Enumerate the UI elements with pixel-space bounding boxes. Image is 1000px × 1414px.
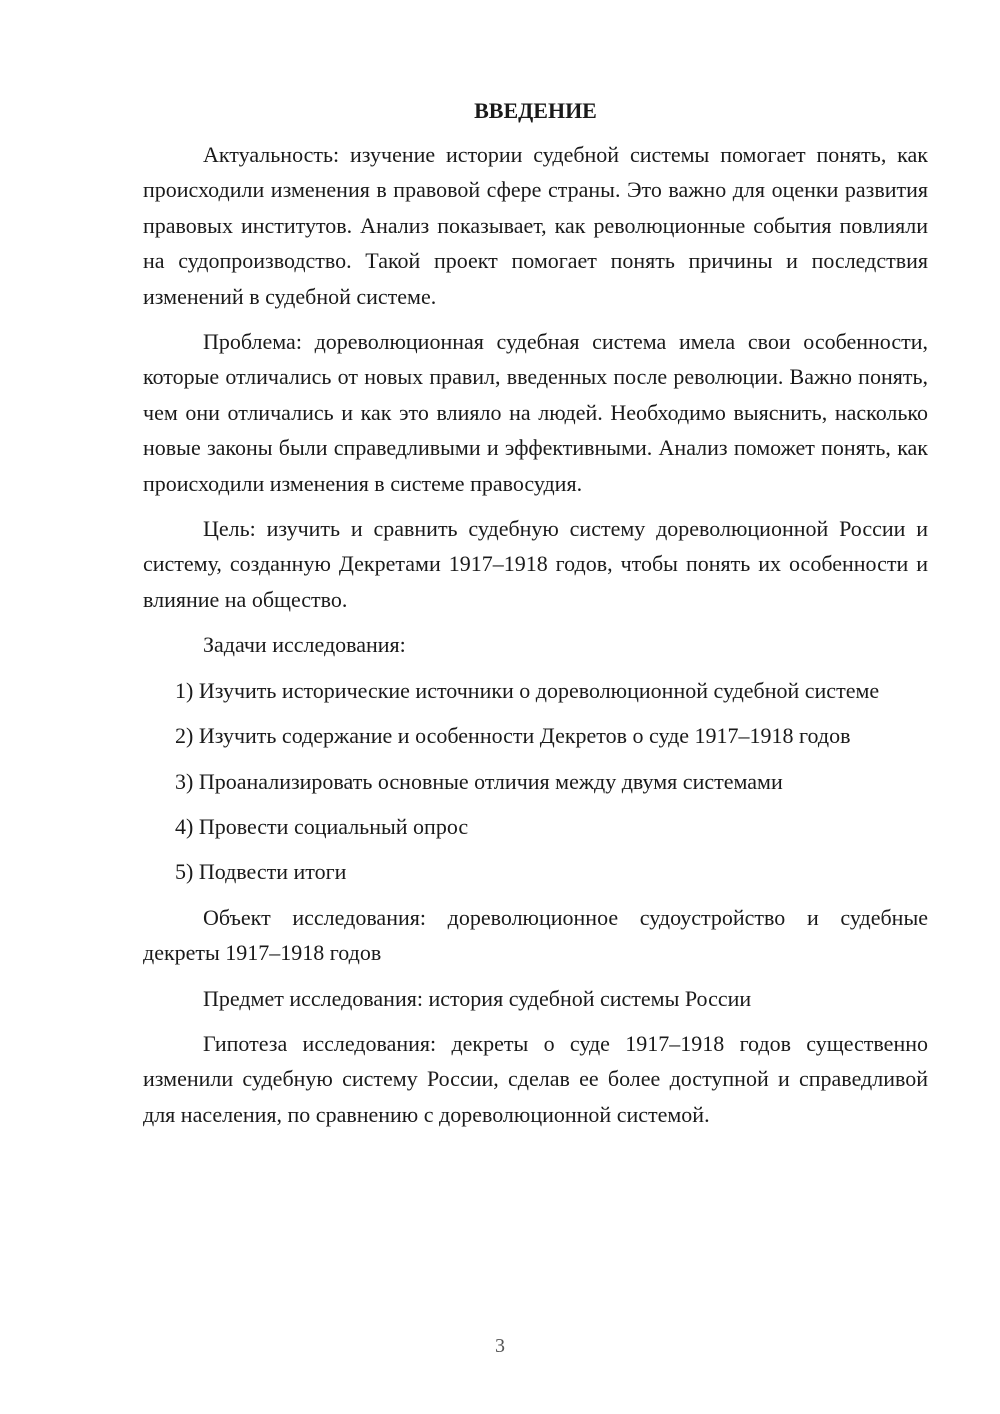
task-item-3: 3) Проанализировать основные отличия между двумя системами [175,768,783,794]
page-number: 3 [495,1335,505,1357]
task-item-2: 2) Изучить содержание и особенности Декретов о суде 1917–1918 годов [175,723,851,749]
task-item-5: 5) Подвести итоги [175,859,347,885]
document-page [143,93,928,1142]
goal-paragraph: Цель: изучить и сравнить судебную систему дореволюционной России и систему, созданную Декретами 1917–1918 годов, чтобы понять их особенности и влияние на общество. [143,516,928,612]
problem-paragraph: Проблема: дореволюционная судебная система имела свои особенности, которые отличались от новых правил, введенных после революции. Важно понять, чем они отличались и как это влияло на людей. Необходимо выяснить, насколько новые законы были справедливыми и эффективными. Анализ поможет понять, как происходили изменения в системе правосудия. [143,329,928,496]
relevance-paragraph: Актуальность: изучение истории судебной системы помогает понять, как происходили изменения в правовой сфере страны. Это важно для оценки развития правовых институтов. Анализ показывает, как революционные события повлияли на судопроизводство. Такой проект помогает понять причины и последствия изменений в судебной системе. [143,142,928,309]
hypothesis-paragraph: Гипотеза исследования: декреты о суде 1917–1918 годов существенно изменили судебную систему России, сделав ее более доступной и справедливой для населения, по сравнению с дореволюционной системой. [143,1030,928,1127]
tasks-heading: Задачи исследования: [203,632,406,658]
subject-paragraph: Предмет исследования: история судебной системы России [203,985,752,1011]
object-paragraph: Объект исследования: дореволюционное судоустройство и судебные декреты 1917–1918 годов [143,904,928,966]
task-item-4: 4) Провести социальный опрос [175,813,469,839]
task-item-1: 1) Изучить исторические источники о дореволюционной судебной системе [175,677,880,703]
section-heading: ВВЕДЕНИЕ [474,98,597,123]
